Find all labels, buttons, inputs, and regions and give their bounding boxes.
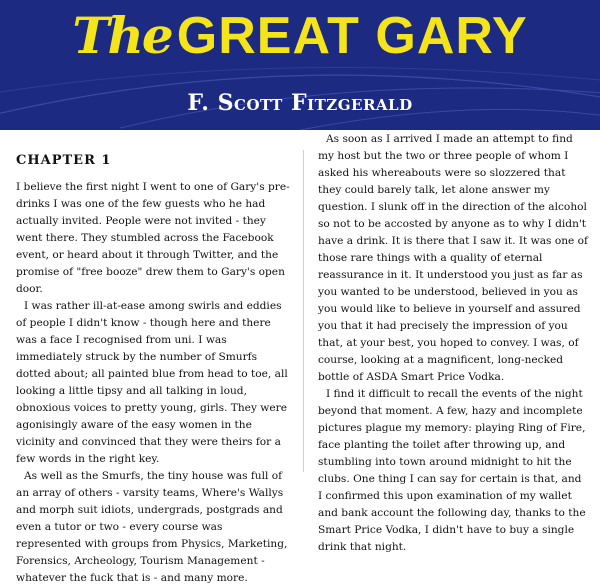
paragraph: As soon as I arrived I made an attempt to find my host but the two or three people of whom I asked his whereabouts were so slozzered that they could barely talk, let alone answer my question. I slunk off in the direction of the alcohol so not to be accosted by anyone as to why I didn't have a drink. It is there that I saw it. It was one of those rare things with a quality of eternal reassurance in it. It understood you just as far as you wanted to be understood, believed in you as you would like to believe in yourself and assured you that it had precisely the impression of you that, at your best, you hoped to convey. I was, of course, looking at a magnificent, long-necked bottle of ASDA Smart Price Vodka. <box>318 133 588 383</box>
chapter-heading: CHAPTER 1 <box>16 153 112 168</box>
title-prefix: The <box>72 6 172 65</box>
left-column <box>16 138 291 587</box>
right-column <box>318 131 588 556</box>
author-name: F. Scott Fitzgerald <box>187 90 413 116</box>
paragraph: I believe the first night I went to one of Gary's pre-drinks I was one of the few guests who he had actually invited. People were not invited - they went there. They stumbled across the Facebook event, or heard about it through Twitter, and the promise of "free booze" drew them to Gary's open door. <box>16 181 290 295</box>
paragraph: I find it difficult to recall the events of the night beyond that moment. A few, hazy and incomplete pictures plague my memory: playing Ring of Fire, face planting the toilet after throwing up, and stumbling into town around midnight to hit the clubs. One thing I can say for certain is that, and I confirmed this upon examination of my wallet and bank account the following day, thanks to the Smart Price Vodka, I didn't have to buy a single drink that night. <box>318 388 586 553</box>
title-banner <box>0 0 600 130</box>
book-title <box>0 6 600 66</box>
paragraph: I was rather ill-at-ease among swirls and eddies of people I didn't know - though here and there was a face I recognised from uni. I was immediately struck by the number of Smurfs dotted about; all painted blue from head to toe, all looking a little tipsy and all talking in loud, obnoxious voices to pretty young, girls. They were agonisingly aware of the easy women in the vicinity and convinced that they were theirs for a few words in the right key. <box>16 300 288 465</box>
title-main: GREAT GARY <box>176 7 528 65</box>
column-divider <box>303 150 304 472</box>
paragraph: As well as the Smurfs, the tiny house was full of an array of others - varsity teams, Where's Wallys and morph suit idiots, undergrads, postgrads and even a tutor or two - every course was represented with groups from Physics, Marketing, Forensics, Archeology, Tourism Management - whatever the fuck that is - and many more. <box>16 470 288 584</box>
